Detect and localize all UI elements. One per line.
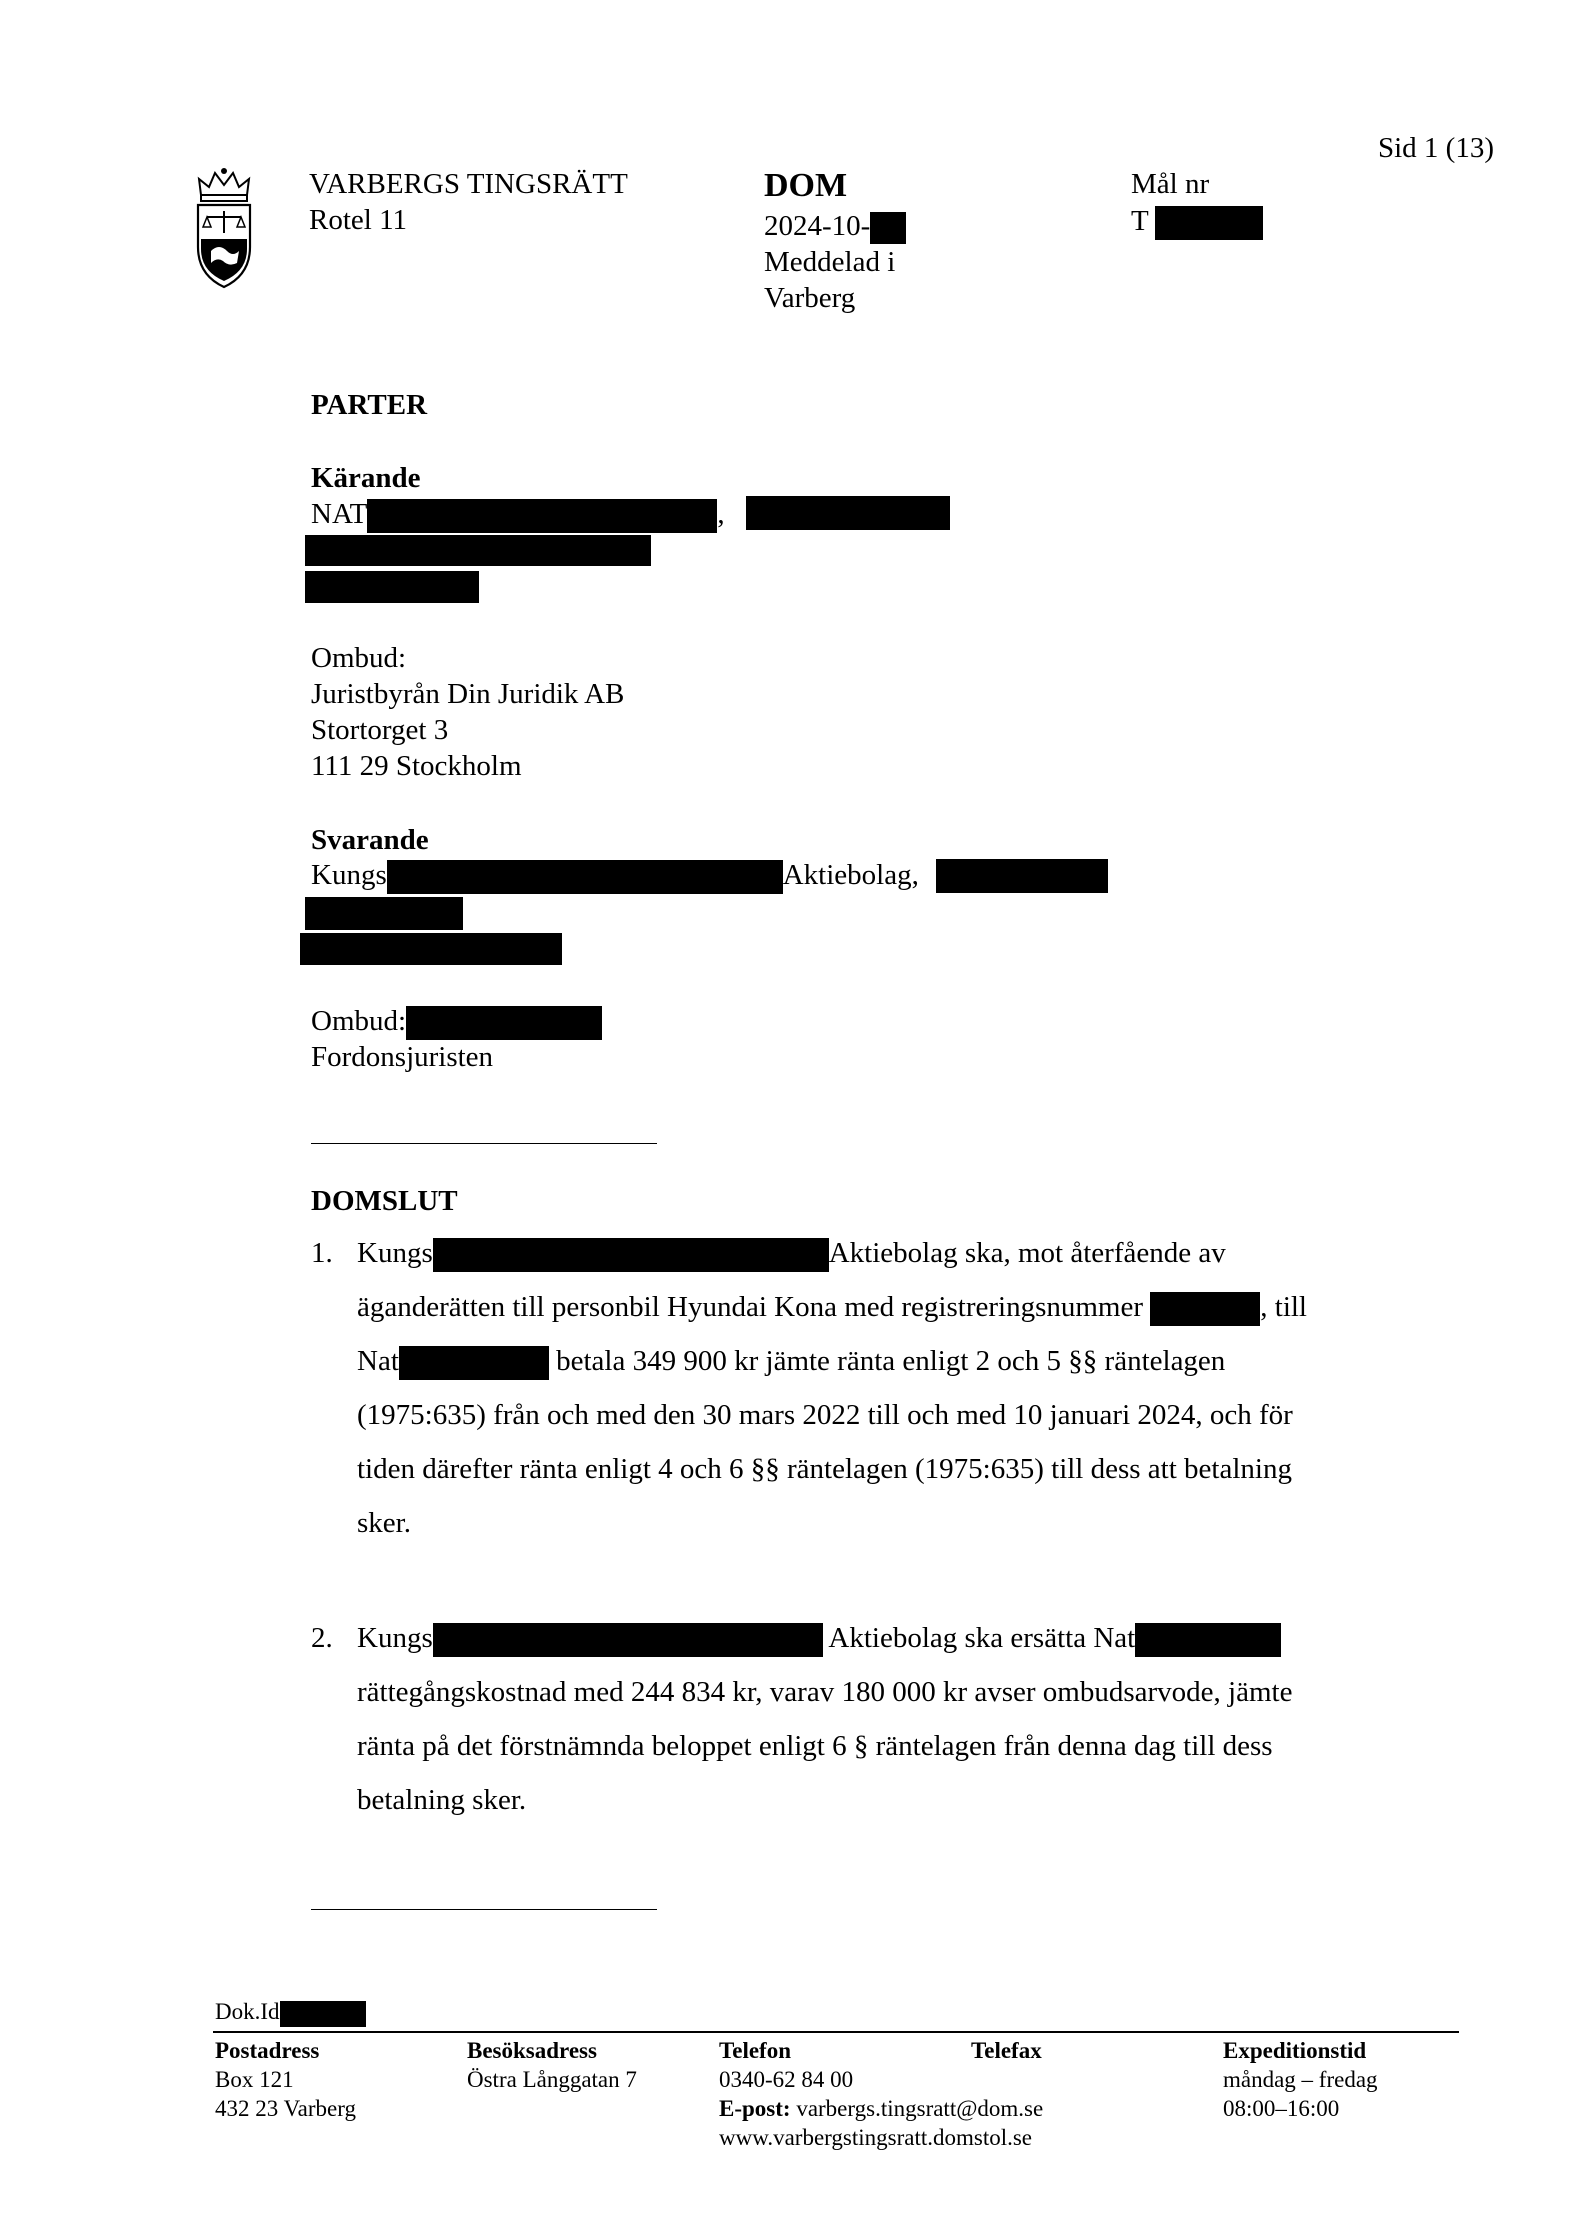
footer-line: måndag – fredag xyxy=(1223,2067,1378,2092)
verdict-line: Kungs Aktiebolag ska, mot återfående av xyxy=(357,1226,1307,1280)
plaintiff-counsel-label: Ombud: xyxy=(311,642,407,674)
document-date: 2024-10- xyxy=(764,208,906,244)
verdict-item-1 xyxy=(357,1226,1307,1550)
redaction-box xyxy=(280,2001,366,2027)
defendant-name: Kungs Aktiebolag, xyxy=(311,857,919,894)
plaintiff-counsel-line: Juristbyrån Din Juridik AB xyxy=(311,678,625,710)
parties-heading: PARTER xyxy=(311,389,428,421)
redaction-box xyxy=(746,496,950,530)
footer-heading: Telefon xyxy=(719,2038,791,2063)
verdict-item-number: 1. xyxy=(311,1237,333,1269)
redaction-box xyxy=(300,933,562,965)
case-number: T xyxy=(1131,203,1263,240)
verdict-line: rättegångskostnad med 244 834 kr, varav 180 000 kr avser ombudsarvode, jämte xyxy=(357,1676,1293,1708)
court-emblem-icon xyxy=(193,167,255,289)
verdict-line: Kungs Aktiebolag ska ersätta Nat xyxy=(357,1611,1292,1665)
footer-web: www.varbergstingsratt.domstol.se xyxy=(719,2125,1033,2150)
footer-fax xyxy=(971,2036,1042,2065)
footer-line: 08:00–16:00 xyxy=(1223,2096,1340,2121)
footer-heading: Postadress xyxy=(215,2038,320,2063)
document-type: DOM xyxy=(764,167,848,204)
case-number-label: Mål nr xyxy=(1131,168,1210,200)
footer-heading: Besöksadress xyxy=(467,2038,597,2063)
page-number: Sid 1 (13) xyxy=(1378,132,1494,164)
redaction-box xyxy=(399,1346,549,1380)
verdict-line: sker. xyxy=(357,1507,411,1539)
footer-heading: Expeditionstid xyxy=(1223,2038,1367,2063)
footer-heading: Telefax xyxy=(971,2038,1042,2063)
verdict-line: Nat betala 349 900 kr jämte ränta enligt 2 och 5 §§ räntelagen xyxy=(357,1334,1307,1388)
verdict-line: ränta på det förstnämnda beloppet enligt 6 § räntelagen från denna dag till dess xyxy=(357,1730,1273,1762)
footer-line: 432 23 Varberg xyxy=(215,2096,356,2121)
redaction-box xyxy=(406,1006,602,1040)
redaction-box xyxy=(1155,206,1263,240)
footer-email: E-post: varbergs.tingsratt@dom.se xyxy=(719,2096,1044,2121)
footer-line: 0340-62 84 00 xyxy=(719,2067,854,2092)
defendant-counsel-org: Fordonsjuristen xyxy=(311,1041,494,1073)
redaction-box xyxy=(936,859,1108,893)
section-divider xyxy=(311,1143,657,1144)
redaction-box xyxy=(367,499,717,533)
plaintiff-counsel-line: Stortorget 3 xyxy=(311,714,449,746)
redaction-box xyxy=(305,535,651,566)
redaction-box xyxy=(1150,1292,1260,1326)
rotel: Rotel 11 xyxy=(309,204,408,236)
redaction-box xyxy=(387,860,783,894)
verdict-line: äganderätten till personbil Hyundai Kona med registreringsnummer , till xyxy=(357,1280,1307,1334)
redaction-box xyxy=(305,571,479,603)
defendant-label: Svarande xyxy=(311,824,429,856)
announced-line-1: Meddelad i xyxy=(764,246,896,278)
court-name: VARBERGS TINGSRÄTT xyxy=(309,168,628,200)
redaction-box xyxy=(433,1623,823,1657)
defendant-counsel-label: Ombud: xyxy=(311,1003,602,1040)
section-divider xyxy=(311,1909,657,1910)
footer-visiting xyxy=(467,2036,637,2094)
redaction-box xyxy=(305,897,463,930)
redaction-box xyxy=(433,1238,829,1272)
plaintiff-label: Kärande xyxy=(311,462,421,494)
verdict-line: tiden därefter ränta enligt 4 och 6 §§ räntelagen (1975:635) till dess att betalning xyxy=(357,1453,1292,1485)
verdict-heading: DOMSLUT xyxy=(311,1185,458,1217)
footer-line: Box 121 xyxy=(215,2067,294,2092)
verdict-item-number: 2. xyxy=(311,1622,333,1654)
verdict-item-2 xyxy=(357,1611,1292,1827)
footer-postal xyxy=(215,2036,356,2123)
verdict-line: (1975:635) från och med den 30 mars 2022 till och med 10 januari 2024, och för xyxy=(357,1399,1293,1431)
document-id: Dok.Id xyxy=(215,1997,366,2027)
footer-hours xyxy=(1223,2036,1378,2123)
redaction-box xyxy=(870,212,906,244)
footer-line: Östra Långgatan 7 xyxy=(467,2067,637,2092)
footer-divider xyxy=(213,2031,1459,2033)
verdict-line: betalning sker. xyxy=(357,1784,527,1816)
plaintiff-name: NAT , xyxy=(311,496,725,533)
redaction-box xyxy=(1135,1623,1281,1657)
announced-line-2: Varberg xyxy=(764,282,856,314)
plaintiff-counsel-line: 111 29 Stockholm xyxy=(311,750,522,782)
